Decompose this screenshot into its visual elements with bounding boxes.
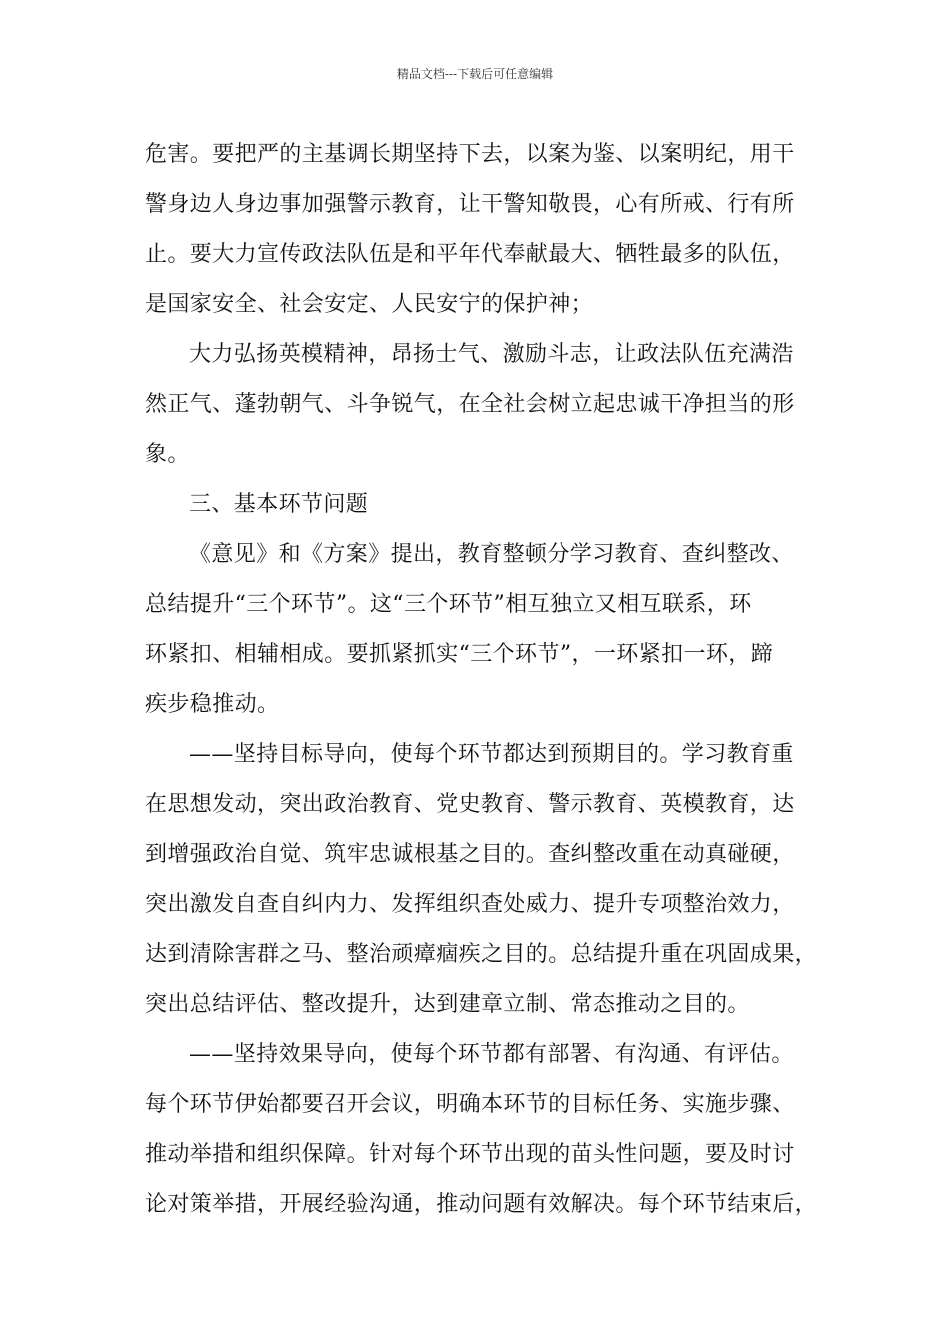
paragraph-first-line: ——坚持效果导向，使每个环节都有部署、有沟通、有评估。: [189, 1042, 794, 1067]
paragraph-first-line: ——坚持目标导向，使每个环节都达到预期目的。学习教育重: [189, 742, 794, 767]
text-line: 然正气、蓬勃朝气、斗争锐气，在全社会树立起忠诚干净担当的形: [145, 392, 795, 417]
text-line: 警身边人身边事加强警示教育，让干警知敬畏，心有所戒、行有所: [145, 192, 795, 217]
text-line: 是国家安全、社会安定、人民安宁的保护神；: [145, 292, 594, 317]
paragraph-first-line: 《意见》和《方案》提出，教育整顿分学习教育、查纠整改、: [189, 542, 794, 567]
section-heading: 三、基本环节问题: [189, 492, 369, 517]
text-line: 止。要大力宣传政法队伍是和平年代奉献最大、牺牲最多的队伍，: [145, 242, 795, 267]
document-body: [145, 130, 835, 1230]
paragraph-first-line: 大力弘扬英模精神，昂扬士气、激励斗志，让政法队伍充满浩: [189, 342, 794, 367]
text-line: 环紧扣、相辅相成。要抓紧抓实“三个环节”，一环紧扣一环，蹄: [145, 642, 774, 667]
text-line: 推动举措和组织保障。针对每个环节出现的苗头性问题，要及时讨: [145, 1142, 795, 1167]
text-line: 总结提升“三个环节”。这“三个环节”相互独立又相互联系，环: [145, 592, 752, 617]
text-line: 突出激发自查自纠内力、发挥组织查处威力、提升专项整治效力，: [145, 892, 795, 917]
text-line: 达到清除害群之马、整治顽瘴痼疾之目的。总结提升重在巩固成果，: [145, 942, 818, 967]
text-line: 危害。要把严的主基调长期坚持下去，以案为鉴、以案明纪，用干: [145, 142, 795, 167]
text-line: 到增强政治自觉、筑牢忠诚根基之目的。查纠整改重在动真碰硬，: [145, 842, 795, 867]
text-line: 疾步稳推动。: [145, 692, 280, 717]
page-header: 精品文档---下载后可任意编辑: [396, 67, 554, 81]
text-line: 突出总结评估、整改提升，达到建章立制、常态推动之目的。: [145, 992, 750, 1017]
text-line: 每个环节伊始都要召开会议，明确本环节的目标任务、实施步骤、: [145, 1092, 795, 1117]
text-line: 论对策举措，开展经验沟通，推动问题有效解决。每个环节结束后，: [145, 1192, 818, 1217]
text-line: 在思想发动，突出政治教育、党史教育、警示教育、英模教育，达: [145, 792, 795, 817]
text-line: 象。: [145, 442, 190, 467]
